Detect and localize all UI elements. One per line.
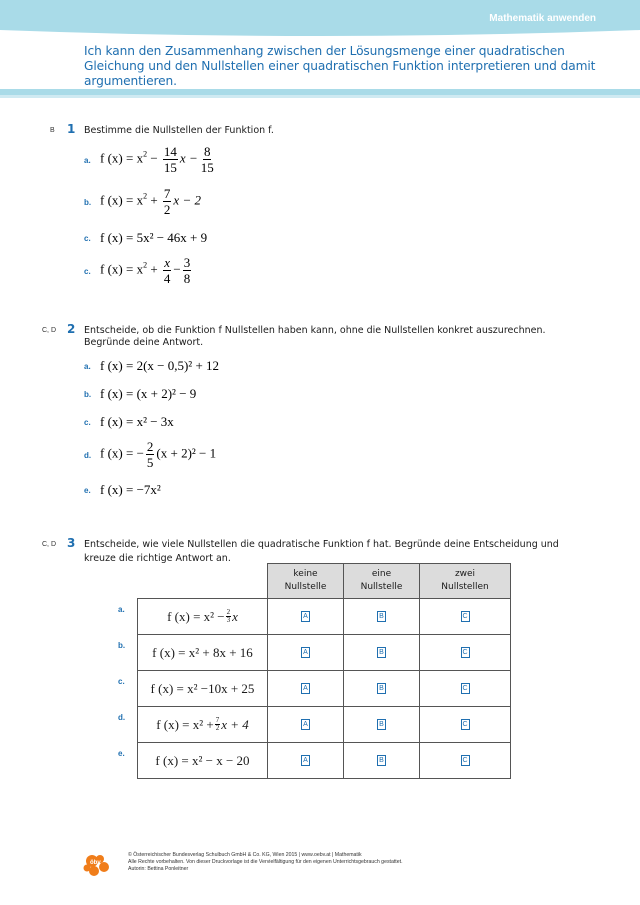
logo-text: öbv <box>90 860 101 866</box>
answer-cell <box>419 670 511 707</box>
row-formula-d: f (x) = x² + $\frac{7}{2}$ x + 4 <box>137 706 268 743</box>
answer-cell <box>343 598 420 635</box>
task2-formula-b: f (x) = (x + 2)² − 9 <box>100 386 197 401</box>
task3-number: 3 <box>67 536 76 550</box>
task2-formula-a: f (x) = 2(x − 0,5)² + 12 <box>100 358 220 373</box>
answer-cell <box>343 634 420 671</box>
task3-level: C, D <box>42 541 56 548</box>
column-header-keine: keine Nullstelle <box>267 563 344 599</box>
column-header-zwei: zwei Nullstellen <box>419 563 511 599</box>
checkbox-a-eine[interactable]: B <box>377 611 386 622</box>
task2-text-line2: Begründe deine Antwort. <box>84 337 204 348</box>
answer-cell <box>267 706 344 743</box>
row-letter: d. <box>118 713 126 722</box>
task2-item-letter: c. <box>84 418 91 427</box>
checkbox-d-keine[interactable]: A <box>301 719 310 730</box>
checkbox-a-zwei[interactable]: C <box>462 613 468 620</box>
checkbox-e-keine[interactable]: A <box>301 755 310 766</box>
section-title: Mathematik anwenden <box>489 13 596 24</box>
row-formula-e: f (x) = x² − x − 20 <box>137 742 268 779</box>
task1-item-letter: c. <box>84 267 91 276</box>
task2-item-letter: b. <box>84 390 92 399</box>
row-formula-b: f (x) = x² + 8x + 16 <box>137 634 268 671</box>
task2-item-letter: a. <box>84 362 91 371</box>
answer-cell <box>267 670 344 707</box>
task1-number: 1 <box>67 122 76 136</box>
checkbox-e-eine[interactable]: B <box>377 755 386 766</box>
task1-formula-b: f $(x) = x^2$ + $\frac{7}{2}$ x − 2 <box>100 186 201 217</box>
checkbox-a-keine[interactable]: A <box>301 611 310 622</box>
task3-text-line2: kreuze die richtige Antwort an. <box>84 553 231 564</box>
column-header-eine: eine Nullstelle <box>343 563 420 599</box>
checkbox-d-zwei[interactable]: C <box>462 721 468 728</box>
row-formula-c: f (x) = x² −10x + 25 <box>137 670 268 707</box>
header-divider-band <box>0 89 640 98</box>
answer-cell <box>419 598 511 635</box>
task2-level: C, D <box>42 327 56 334</box>
task1-item-letter: a. <box>84 156 91 165</box>
checkbox-b-zwei[interactable]: C <box>462 649 468 656</box>
footer-line2: Alle Rechte vorbehalten. Von dieser Druckvorlage ist die Vervielfältigung für den eigenen Unterrichtsgebrauch gestattet. <box>128 859 403 865</box>
answer-cell <box>343 706 420 743</box>
row-formula-a: f (x) = x² − $\frac{2}{3}$ x <box>137 598 268 635</box>
checkbox-e-zwei[interactable]: C <box>462 757 468 764</box>
task2-number: 2 <box>67 322 76 336</box>
task1-formula-d: f $(x) = x^2$ + $\frac{x}{4}$ − $\frac{3}{8}$ <box>100 255 191 286</box>
answer-cell <box>343 742 420 779</box>
task1-formula-a: f $(x) = x^2$ − $\frac{14}{15}$ x − $\frac{8}{15}$ <box>100 144 214 175</box>
task2-item-letter: e. <box>84 486 91 495</box>
checkbox-d-eine[interactable]: B <box>377 719 386 730</box>
answer-cell <box>267 634 344 671</box>
footer-line3: Autorin: Bettina Ponleitner <box>128 866 189 872</box>
checkbox-b-keine[interactable]: A <box>301 647 310 658</box>
answer-cell <box>419 634 511 671</box>
task1-item-letter: c. <box>84 234 91 243</box>
row-letter: b. <box>118 641 126 650</box>
task1-level: B <box>50 127 55 134</box>
learning-goal: Ich kann den Zusammenhang zwischen der Lösungsmenge einer quadratischen Gleichung und den Nullstellen einer quadratischen Funktion interpretieren und damit argumentieren. <box>84 44 596 88</box>
checkbox-c-eine[interactable]: B <box>377 683 386 694</box>
answer-cell <box>419 742 511 779</box>
footer-copyright <box>128 852 403 873</box>
task1-item-letter: b. <box>84 198 92 207</box>
footer-line1: © Österreichischer Bundesverlag Schulbuch GmbH & Co. KG, Wien 2015 | www.oebv.at | Mathematik <box>128 852 362 858</box>
task1-formula-c: f (x) = 5x² − 46x + 9 <box>100 230 208 245</box>
task2-formula-d: f (x) = − $\frac{2}{5}$ (x + 2)² − 1 <box>100 439 217 470</box>
checkbox-c-zwei[interactable]: C <box>462 685 468 692</box>
answer-cell <box>267 598 344 635</box>
task2-item-letter: d. <box>84 451 92 460</box>
task2-text-line1: Entscheide, ob die Funktion f Nullstellen haben kann, ohne die Nullstellen konkret auszurechnen. <box>84 325 546 336</box>
answer-cell <box>419 706 511 743</box>
task2-formula-e: f (x) = −7x² <box>100 482 161 497</box>
answer-cell <box>343 670 420 707</box>
answer-cell <box>267 742 344 779</box>
task2-formula-c: f (x) = x² − 3x <box>100 414 174 429</box>
task1-text: Bestimme die Nullstellen der Funktion f. <box>84 125 274 136</box>
row-letter: c. <box>118 677 125 686</box>
publisher-logo <box>82 852 112 878</box>
row-letter: a. <box>118 605 125 614</box>
checkbox-c-keine[interactable]: A <box>301 683 310 694</box>
task3-text-line1: Entscheide, wie viele Nullstellen die quadratische Funktion f hat. Begründe deine Entscheidung und <box>84 539 559 550</box>
row-letter: e. <box>118 749 125 758</box>
checkbox-b-eine[interactable]: B <box>377 647 386 658</box>
